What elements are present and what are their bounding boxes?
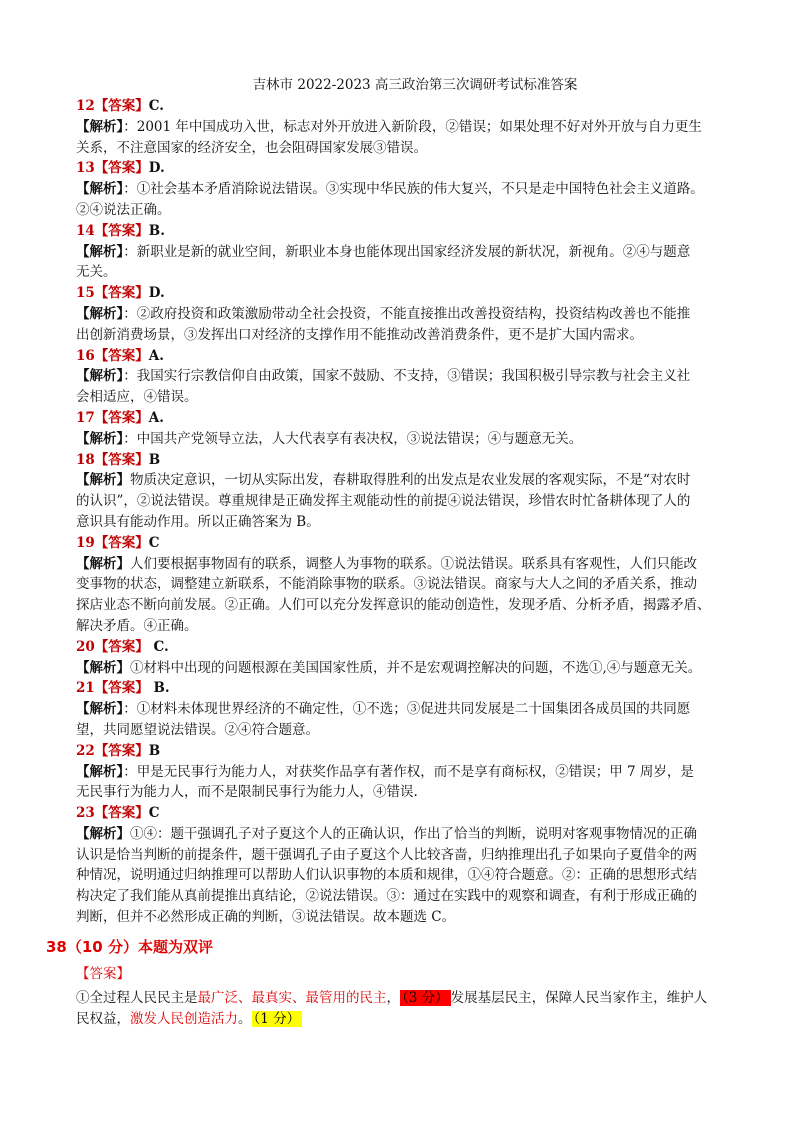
answer-label: 【答案】	[94, 347, 149, 364]
answer-row	[76, 533, 724, 554]
answer-value: B.	[148, 680, 170, 697]
explanation-line	[76, 262, 724, 283]
explanation-line	[76, 616, 724, 637]
answer-value: C.	[148, 638, 169, 655]
explanation-text: 无民事行为能力人，而不是限制民事行为能力人，④错误.	[76, 784, 418, 801]
question-number: 19	[76, 534, 95, 551]
explanation-label: 【解析】	[76, 825, 130, 842]
explanation-text: ：②政府投资和政策激励带动全社会投资，不能直接推出改善投资结构，投资结构改善也不能推	[123, 305, 691, 322]
explanation-text: 物质决定意识，一切从实际出发，春耕取得胜利的出发点是农业发展的客观实际，不是“对农时	[130, 472, 691, 489]
answer-value: B.	[148, 222, 165, 239]
answer-row	[76, 158, 724, 179]
answer-label: 【答案】	[94, 805, 149, 822]
answer-row	[76, 637, 724, 658]
explanation-text: ①材料中出现的问题根源在美国国家性质，并不是宏观调控解决的问题，不选①,④与题意无关。	[130, 659, 702, 676]
explanation-line	[76, 179, 724, 200]
explanation-text: 变事物的状态，调整建立新联系，不能消除事物的联系。③说法错误。商家与大人之间的矛盾关系，推动	[76, 576, 697, 593]
score-highlight: （1 分）	[253, 1010, 301, 1027]
answer-value: D.	[148, 160, 165, 177]
answer-label: 【答案】	[94, 451, 149, 468]
page-title: 吉林市 2022-2023 高三政治第三次调研考试标准答案	[252, 77, 578, 93]
explanation-text: 关系，不注意国家的经济安全，也会阻碍国家发展③错误。	[76, 139, 427, 156]
question-number: 12	[76, 98, 95, 114]
text-segment: ，	[386, 989, 400, 1006]
answer-row	[76, 741, 724, 762]
explanation-text: ②④说法正确。	[76, 201, 171, 218]
question-number: 17	[76, 409, 95, 426]
explanation-text: 望，共同愿望说法错误。②④符合题意。	[76, 721, 319, 738]
explanation-line	[76, 865, 724, 886]
explanation-line	[76, 242, 724, 263]
explanation-text: ：①材料未体现世界经济的不确定性，①不选；③促进共同发展是二十国集团各成员国的共同愿	[123, 701, 691, 718]
section-heading: 38（10 分）本题为双评	[46, 937, 213, 956]
explanation-line	[76, 387, 724, 408]
answer-value: A.	[148, 347, 164, 364]
question-number: 18	[76, 451, 95, 468]
explanation-text: 的认识”，②说法错误。尊重规律是正确发挥主观能动性的前提④说法错误，珍惜农时忙备耕体现了人的	[76, 493, 691, 510]
answer-label: 【答案】	[94, 534, 149, 551]
explanation-text: ：甲是无民事行为能力人，对获奖作品享有著作权，而不是享有商标权，②错误；甲 7 周岁，是	[123, 763, 694, 780]
answer-value: D.	[148, 285, 165, 302]
explanation-text: 种情况，说明通过归纳推理可以帮助人们认识事物的本质和规律，①④符合题意。②：正确的思想形式结	[76, 867, 697, 884]
answer-label: 【答案】	[94, 680, 149, 697]
explanation-text: ：中国共产党领导立法，人大代表享有表决权，③说法错误；④与题意无关。	[123, 430, 583, 447]
answer-list	[76, 96, 724, 928]
explanation-label: 【解析】	[76, 305, 124, 322]
text-segment: 发展基层民主，保障人民当家作主，维护人	[450, 989, 708, 1006]
explanation-line	[76, 595, 724, 616]
text-segment: 民权益，	[76, 1010, 130, 1027]
explanation-text: ：新职业是新的就业空间，新职业本身也能体现出国家经济发展的新状况，新视角。②④与题意	[123, 243, 691, 260]
explanation-text: 会相适应，④错误。	[76, 389, 198, 406]
explanation-line	[76, 325, 724, 346]
answer-row	[76, 408, 724, 429]
explanation-text: 无关。	[76, 264, 117, 281]
answer-row	[76, 283, 724, 304]
text-segment: 。	[238, 1010, 252, 1027]
explanation-label: 【解析】	[76, 555, 130, 572]
answer-row	[76, 221, 724, 242]
section-answer-line	[76, 988, 724, 1009]
explanation-label: 【解析】	[76, 472, 130, 489]
explanation-line	[76, 824, 724, 845]
section-answer-label: 【答案】	[76, 965, 130, 982]
explanation-text: ①④：题干强调孔子对子夏这个人的正确认识，作出了恰当的判断，说明对客观事物情况的正确	[130, 825, 697, 842]
answer-label: 【答案】	[94, 160, 149, 177]
explanation-line	[76, 699, 724, 720]
answer-value: C	[148, 534, 160, 551]
explanation-line	[76, 554, 724, 575]
answer-row	[76, 346, 724, 367]
explanation-text: ：①社会基本矛盾消除说法错误。③实现中华民族的伟大复兴，不只是走中国特色社会主义道路。	[123, 181, 704, 198]
question-number: 14	[76, 222, 95, 239]
explanation-text: 探店业态不断向前发展。②正确。人们可以充分发挥意识的能动创造性，发现矛盾、分析矛盾，揭露矛盾、	[76, 597, 711, 614]
explanation-line	[76, 512, 724, 533]
answer-label: 【答案】	[94, 98, 149, 114]
explanation-line	[76, 429, 724, 450]
explanation-line	[76, 907, 724, 928]
question-number: 22	[76, 742, 95, 759]
explanation-label: 【解析】	[76, 659, 130, 676]
answer-value: C.	[148, 98, 165, 114]
explanation-text: ：2001 年中国成功入世，标志对外开放进入新阶段，②错误；如果处理不好对外开放与自力更生	[123, 118, 702, 135]
explanation-line	[76, 658, 724, 679]
answer-label: 【答案】	[94, 742, 149, 759]
explanation-label: 【解析】	[76, 701, 124, 718]
answer-document	[46, 76, 724, 1029]
answer-row	[76, 803, 724, 824]
explanation-label: 【解析】	[76, 763, 124, 780]
explanation-line	[76, 470, 724, 491]
explanation-line	[76, 117, 724, 138]
explanation-text: 认识是恰当判断的前提条件，题干强调孔子由子夏这个人比较吝啬，归纳推理出孔子如果向子夏借伞的两	[76, 846, 697, 863]
explanation-text: 解决矛盾。④正确。	[76, 617, 198, 634]
score-highlight: （3 分）	[402, 989, 449, 1006]
key-point-text: 激发人民创造活力	[130, 1010, 238, 1027]
explanation-label: 【解析】	[76, 430, 124, 447]
question-number: 16	[76, 347, 95, 364]
explanation-line	[76, 366, 724, 387]
explanation-line	[76, 720, 724, 741]
question-number: 15	[76, 285, 95, 302]
key-point-text: 最广泛、最真实、最管用的民主	[197, 989, 387, 1006]
explanation-line	[76, 886, 724, 907]
question-number: 13	[76, 160, 95, 177]
explanation-line	[76, 782, 724, 803]
text-segment: ①全过程人民民主是	[76, 989, 198, 1006]
explanation-line	[76, 845, 724, 866]
answer-value: C	[148, 805, 160, 822]
answer-row	[76, 678, 724, 699]
question-number: 20	[76, 638, 95, 655]
explanation-text: ：我国实行宗教信仰自由政策，国家不鼓励、不支持，③错误；我国积极引导宗教与社会主义社	[123, 368, 691, 385]
explanation-text: 判断，但并不必然形成正确的判断，③说法错误。故本题选 C。	[76, 909, 456, 926]
question-number: 23	[76, 805, 95, 822]
answer-label: 【答案】	[94, 222, 149, 239]
answer-value: A.	[148, 409, 164, 426]
explanation-text: 人们要根据事物固有的联系，调整人为事物的联系。①说法错误。联系具有客观性，人们只能改	[130, 555, 697, 572]
answer-label: 【答案】	[94, 409, 149, 426]
explanation-line	[76, 574, 724, 595]
answer-value: B	[148, 451, 161, 468]
answer-value: B	[148, 742, 161, 759]
explanation-line	[76, 304, 724, 325]
explanation-line	[76, 491, 724, 512]
answer-row	[76, 450, 724, 471]
explanation-line	[76, 138, 724, 159]
answer-row	[76, 96, 724, 117]
explanation-line	[76, 762, 724, 783]
question-number: 21	[76, 680, 95, 697]
explanation-text: 构决定了我们能从真前提推出真结论，②说法错误。③：通过在实践中的观察和调查，有利于形成正确的	[76, 888, 697, 905]
explanation-label: 【解析】	[76, 181, 124, 198]
explanation-label: 【解析】	[76, 118, 124, 135]
answer-label: 【答案】	[94, 638, 149, 655]
explanation-label: 【解析】	[76, 368, 124, 385]
explanation-text: 出创新消费场景，③发挥出口对经济的支撑作用不能推动改善消费条件，更不是扩大国内需求。	[76, 326, 643, 343]
explanation-label: 【解析】	[76, 243, 124, 260]
explanation-text: 意识具有能动作用。所以正确答案为 B。	[76, 513, 320, 530]
explanation-line	[76, 200, 724, 221]
answer-label: 【答案】	[94, 285, 149, 302]
section-answer-line	[76, 1009, 724, 1030]
